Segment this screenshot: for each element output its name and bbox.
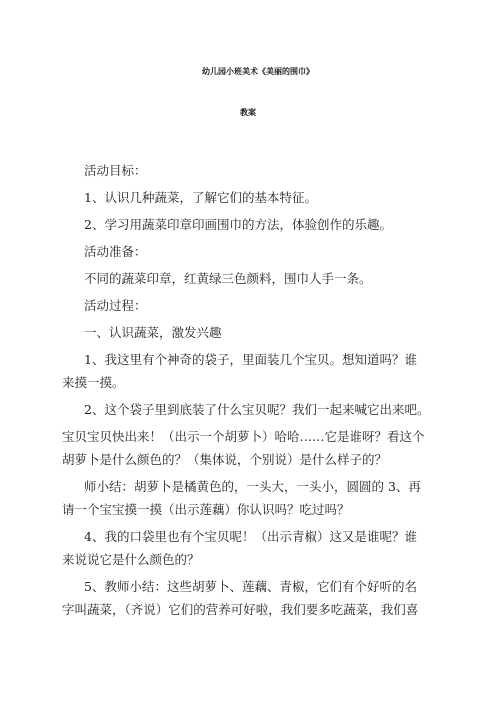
section-heading-process: 活动过程： [84, 298, 147, 313]
paragraph-line: 请一个宝宝摸一摸（出示莲藕）你认识吗？吃过吗？ [62, 502, 350, 517]
paragraph-line: 4、我的口袋里也有个宝贝呢！（出示青椒）这又是谁呢？谁 [84, 529, 417, 544]
document-title: 幼儿园小班美术《美丽的围巾》 [202, 67, 314, 76]
section-heading-goals: 活动目标： [84, 163, 147, 178]
document-title-continued: 教案 [240, 108, 256, 117]
paragraph-line: 不同的蔬菜印章，红黄绿三色颜料，围巾人手一条。 [84, 271, 372, 286]
paragraph-line: 师小结：胡萝卜是橘黄色的，一头大，一头小，圆圆的 3、再 [84, 479, 421, 494]
paragraph-line: 胡萝卜是什么颜色的？（集体说，个别说）是什么样子的？ [62, 452, 388, 467]
paragraph-line: 来说说它是什么颜色的？ [62, 552, 200, 567]
paragraph-line: 字叫蔬菜，（齐说）它们的营养可好啦，我们要多吃蔬菜，我们喜 [62, 602, 419, 617]
paragraph-line: 1、认识几种蔬菜，了解它们的基本特征。 [84, 190, 317, 205]
paragraph-line: 一、认识蔬菜，激发兴趣 [84, 325, 222, 340]
paragraph-line: 宝贝宝贝快出来！（出示一个胡萝卜）哈哈……它是谁呀？看这个 [62, 429, 425, 444]
paragraph-line: 2、这个袋子里到底装了什么宝贝呢？我们一起来喊它出来吧。 [84, 402, 430, 417]
section-heading-preparation: 活动准备： [84, 244, 147, 259]
paragraph-line: 5、教师小结：这些胡萝卜、莲藕、青椒，它们有个好听的名 [84, 579, 417, 594]
paragraph-line: 来摸一摸。 [62, 375, 125, 390]
paragraph-line: 2、学习用蔬菜印章印画围巾的方法，体验创作的乐趣。 [84, 217, 392, 232]
paragraph-line: 1、我这里有个神奇的袋子，里面装几个宝贝。想知道吗？谁 [84, 352, 417, 367]
